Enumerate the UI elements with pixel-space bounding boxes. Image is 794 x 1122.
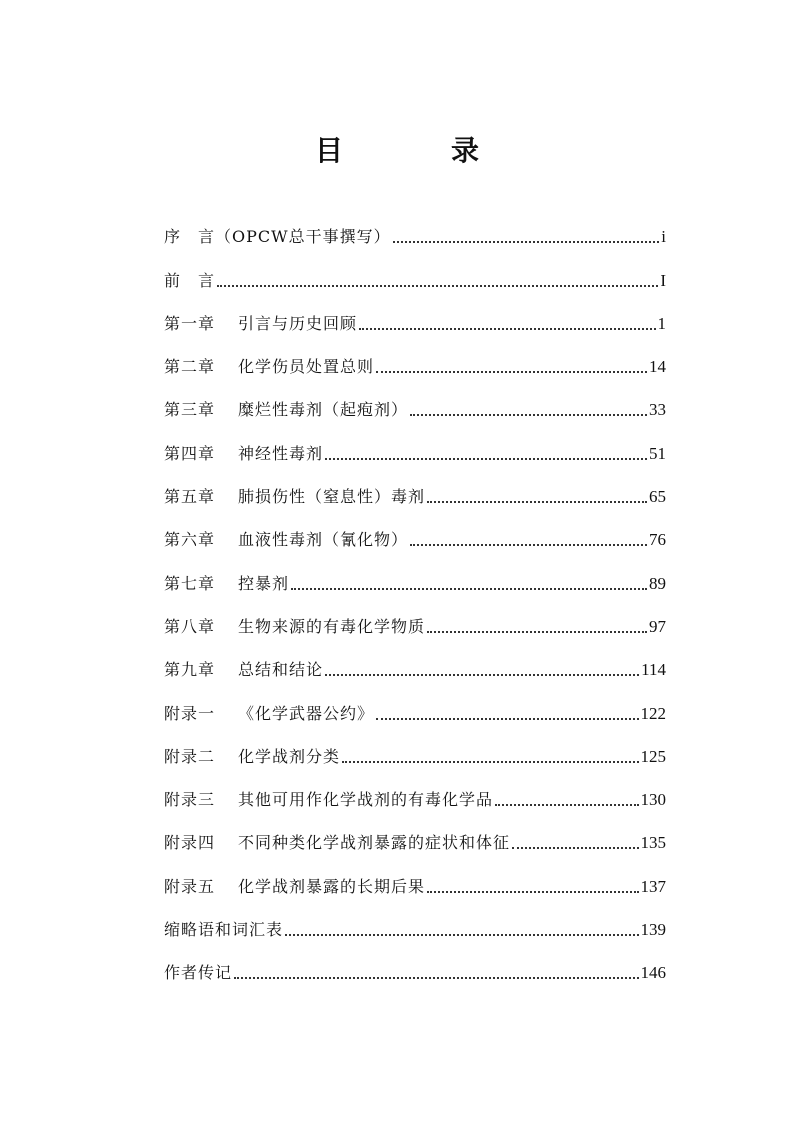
toc-leader-dots xyxy=(427,486,647,508)
toc-leader-dots xyxy=(410,399,647,421)
toc-entry-chapter-7[interactable] xyxy=(164,551,666,594)
toc-entry-label: 引言与历史回顾 xyxy=(238,313,358,333)
toc-entry-prefix: 第三章 xyxy=(164,400,216,420)
table-of-contents xyxy=(164,205,666,984)
toc-entry-prefix: 第六章 xyxy=(164,530,216,550)
toc-page-number: I xyxy=(660,270,666,290)
toc-page-number: 76 xyxy=(649,530,666,550)
toc-page-number: 14 xyxy=(649,357,666,377)
toc-page-number: 139 xyxy=(640,920,666,940)
toc-page-number: 1 xyxy=(657,313,666,333)
toc-entry-appendix-1[interactable] xyxy=(164,681,666,724)
toc-entry-label: 糜烂性毒剂（起疱剂） xyxy=(238,400,409,420)
toc-entry-label: 《化学武器公约》 xyxy=(238,703,375,723)
toc-page-number: 114 xyxy=(641,660,666,680)
toc-leader-dots xyxy=(359,313,655,335)
toc-entry-chapter-5[interactable] xyxy=(164,465,666,508)
toc-entry-label: 总结和结论 xyxy=(238,660,324,680)
toc-leader-dots xyxy=(325,443,647,465)
toc-entry-prefix: 附录一 xyxy=(164,703,216,723)
toc-leader-dots xyxy=(234,962,638,984)
toc-page-number: 97 xyxy=(649,616,666,636)
toc-leader-dots xyxy=(410,529,647,551)
toc-page-number: 137 xyxy=(640,876,666,896)
toc-entry-author-bios[interactable] xyxy=(164,941,666,984)
toc-leader-dots xyxy=(291,573,647,595)
toc-entry-appendix-5[interactable] xyxy=(164,854,666,897)
toc-entry-chapter-3[interactable] xyxy=(164,378,666,421)
page-title: 目 录 xyxy=(314,133,519,167)
toc-entry-prefix: 附录四 xyxy=(164,833,216,853)
toc-page-number: 125 xyxy=(640,746,666,766)
toc-entry-prefix: 第二章 xyxy=(164,357,216,377)
toc-leader-dots xyxy=(217,270,658,292)
toc-entry-preface-opcw[interactable] xyxy=(164,205,666,248)
toc-leader-dots xyxy=(285,919,638,941)
toc-entry-label: 化学战剂暴露的长期后果 xyxy=(238,876,426,896)
toc-entry-appendix-2[interactable] xyxy=(164,725,666,768)
toc-entry-chapter-6[interactable] xyxy=(164,508,666,551)
toc-entry-prefix: 第四章 xyxy=(164,443,216,463)
toc-entry-chapter-4[interactable] xyxy=(164,421,666,464)
toc-leader-dots xyxy=(512,832,638,854)
toc-entry-label: 不同种类化学战剂暴露的症状和体征 xyxy=(238,833,511,853)
toc-entry-prefix: 第七章 xyxy=(164,573,216,593)
toc-leader-dots xyxy=(325,659,639,681)
toc-entry-label: 化学战剂分类 xyxy=(238,746,341,766)
toc-leader-dots xyxy=(427,876,638,898)
toc-entry-chapter-9[interactable] xyxy=(164,638,666,681)
toc-entry-appendix-3[interactable] xyxy=(164,768,666,811)
toc-entry-prefix: 附录三 xyxy=(164,790,216,810)
toc-leader-dots xyxy=(495,789,638,811)
toc-page-number: i xyxy=(661,227,666,247)
toc-entry-prefix: 第八章 xyxy=(164,616,216,636)
toc-entry-label: 血液性毒剂（氰化物） xyxy=(238,530,409,550)
toc-entry-appendix-4[interactable] xyxy=(164,811,666,854)
toc-entry-prefix: 第九章 xyxy=(164,660,216,680)
toc-entry-prefix: 第五章 xyxy=(164,487,216,507)
toc-leader-dots xyxy=(376,703,638,725)
toc-page-number: 135 xyxy=(640,833,666,853)
toc-page-number: 51 xyxy=(649,443,666,463)
toc-entry-label: 序 言（OPCW总干事撰写） xyxy=(164,227,391,247)
toc-page-number: 89 xyxy=(649,573,666,593)
toc-entry-label: 化学伤员处置总则 xyxy=(238,357,375,377)
toc-entry-foreword[interactable] xyxy=(164,248,666,291)
toc-page-number: 33 xyxy=(649,400,666,420)
toc-page-number: 65 xyxy=(649,487,666,507)
toc-entry-label: 缩略语和词汇表 xyxy=(164,920,284,940)
toc-entry-label: 前 言 xyxy=(164,270,216,290)
toc-entry-prefix: 第一章 xyxy=(164,313,216,333)
toc-entry-chapter-8[interactable] xyxy=(164,595,666,638)
toc-leader-dots xyxy=(427,616,647,638)
toc-entry-label: 其他可用作化学战剂的有毒化学品 xyxy=(238,790,494,810)
toc-entry-glossary[interactable] xyxy=(164,898,666,941)
toc-entry-label: 作者传记 xyxy=(164,963,233,983)
toc-leader-dots xyxy=(393,226,660,248)
toc-page-number: 146 xyxy=(640,963,666,983)
toc-entry-label: 生物来源的有毒化学物质 xyxy=(238,616,426,636)
toc-entry-prefix: 附录二 xyxy=(164,746,216,766)
toc-entry-label: 控暴剂 xyxy=(238,573,290,593)
toc-page-number: 122 xyxy=(640,703,666,723)
toc-page-number: 130 xyxy=(640,790,666,810)
toc-entry-chapter-2[interactable] xyxy=(164,335,666,378)
toc-leader-dots xyxy=(342,746,638,768)
toc-entry-label: 肺损伤性（窒息性）毒剂 xyxy=(238,487,426,507)
toc-entry-prefix: 附录五 xyxy=(164,876,216,896)
toc-entry-chapter-1[interactable] xyxy=(164,292,666,335)
toc-entry-label: 神经性毒剂 xyxy=(238,443,324,463)
toc-leader-dots xyxy=(376,356,647,378)
